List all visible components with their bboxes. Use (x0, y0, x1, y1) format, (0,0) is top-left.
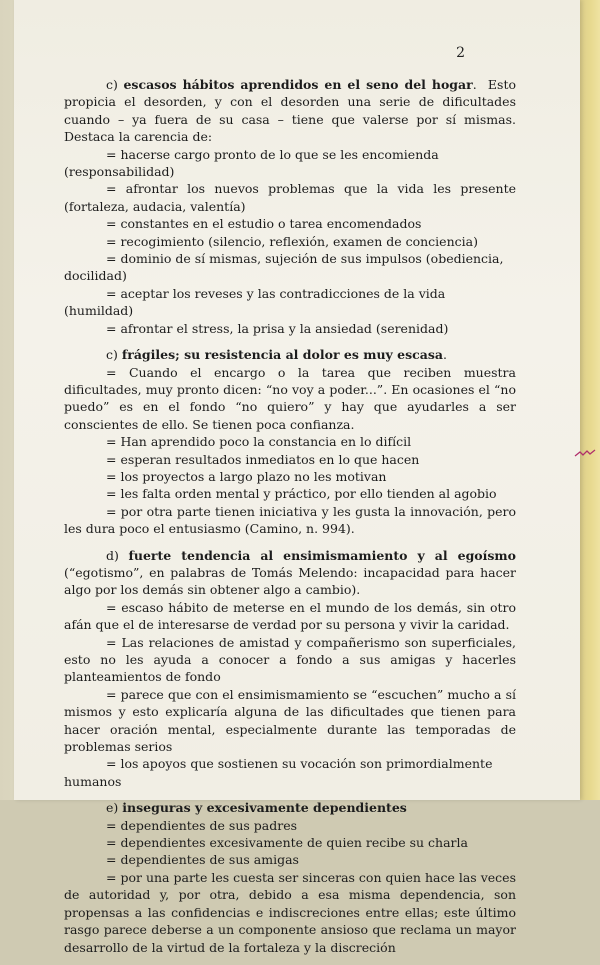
section-habits (64, 76, 516, 337)
section-heading-line (64, 346, 516, 363)
section-intro-text: Esto propicia el desorden, y con el desorden una serie de dificultades cuando – ya fuera de su casa – tiene que valerse por sí mismas. Destaca la carencia de: (64, 77, 517, 145)
list-item: = dominio de sí mismas, sujeción de sus impulsos (obediencia, docilidad) (64, 251, 504, 284)
section-heading-line (64, 547, 516, 599)
section-heading: frágiles; su resistencia al dolor es muy escasa (121, 347, 443, 363)
list-item: = esperan resultados inmediatos en lo que hacen (106, 451, 420, 467)
section-paragraph: = Cuando el encargo o la tarea que reciben muestra dificultades, muy pronto dicen: “no voy a poder...”. En ocasiones el “no puedo” es en el fondo “no quiero” y hay que ayudarles a ser conscientes de ello. Se tienen poca confianza. (64, 364, 516, 432)
list-item: = constantes en el estudio o tarea encomendados (106, 216, 422, 232)
document-page (14, 0, 580, 955)
section-heading: escasos hábitos aprendidos en el seno del hogar (123, 77, 473, 92)
section-egoism (64, 547, 516, 791)
list-item: = aceptar los reveses y las contradicciones de la vida (humildad) (64, 285, 446, 319)
list-item: = los apoyos que sostienen su vocación son primordialmente humanos (64, 756, 493, 789)
list-item: = dependientes excesivamente de quien recibe su charla (106, 835, 468, 851)
heading-punct: . (443, 347, 447, 363)
section-habits-intro (64, 76, 516, 146)
section-heading-line (64, 799, 516, 816)
section-dependent (64, 799, 516, 956)
list-item: = parece que con el ensimismamiento se “escuchen” mucho a sí mismos y esto explicaría alguna de las dificultades que tienen para hacer oración mental, especialmente durante las temporadas de problemas serios (64, 686, 516, 755)
heading-punct: . (472, 77, 477, 92)
list-item: = Las relaciones de amistad y compañerismo son superficiales, esto no les ayuda a conocer a fondo a sus amigas y hacerles planteamientos de fondo (64, 634, 516, 685)
list-item: = dependientes de sus amigas (106, 852, 299, 868)
list-item: = les falta orden mental y práctico, por ello tienden al agobio (106, 486, 497, 502)
section-marker: e) (106, 800, 123, 816)
section-fragile (64, 346, 516, 537)
pen-mark-icon (574, 448, 596, 458)
section-heading-rest: (“egotismo”, en palabras de Tomás Melendo: incapacidad para hacer algo por los demás sin obtener algo a cambio). (64, 564, 516, 598)
section-heading: inseguras y excesivamente dependientes (122, 800, 407, 816)
list-item: = por una parte les cuesta ser sinceras con quien hace las veces de autoridad y, por otra, debido a esa misma dependencia, son propensas a las confidencias e indiscreciones entre ellas; este último rasgo parece deberse a un componente ansioso que reclama un mayor desarrollo de la virtud de la fortaleza y la discreción (64, 869, 516, 955)
section-marker: c) (106, 77, 124, 92)
list-item: = dependientes de sus padres (106, 817, 298, 833)
list-item: = escaso hábito de meterse en el mundo de los demás, sin otro afán que el de interesarse de verdad por su persona y vivir la caridad. (64, 599, 516, 633)
section-heading: fuerte tendencia al ensimismamiento y al egoísmo (128, 547, 516, 563)
list-item: = recogimiento (silencio, reflexión, examen de conciencia) (106, 233, 478, 249)
document-body (64, 76, 516, 965)
list-item: = los proyectos a largo plazo no les motivan (106, 468, 387, 484)
list-item: = afrontar el stress, la prisa y la ansiedad (serenidad) (106, 320, 449, 336)
page-number: 2 (456, 45, 465, 61)
list-item: = hacerse cargo pronto de lo que se les encomienda (responsabilidad) (64, 146, 439, 180)
section-marker: c) (106, 347, 122, 363)
section-marker: d) (106, 547, 129, 563)
list-item: = por otra parte tienen iniciativa y les gusta la innovación, pero les dura poco el entusiasmo (Camino, n. 994). (64, 503, 516, 537)
list-item: = Han aprendido poco la constancia en lo difícil (106, 434, 412, 450)
list-item: = afrontar los nuevos problemas que la vida les presente (fortaleza, audacia, valentía) (64, 181, 516, 214)
